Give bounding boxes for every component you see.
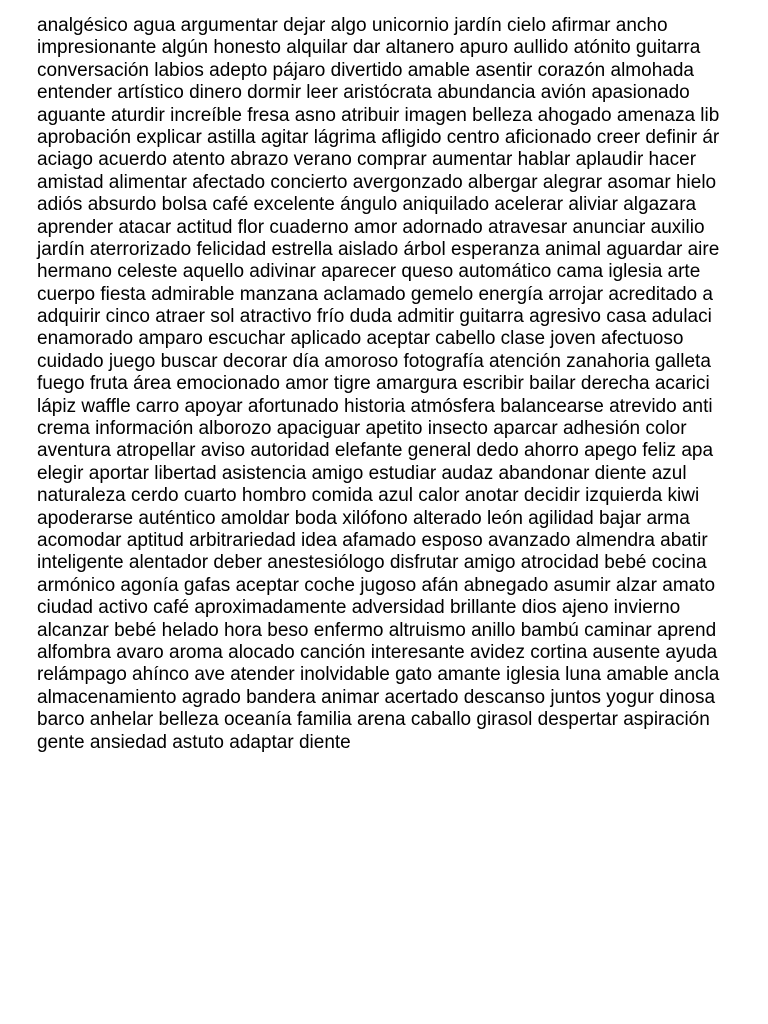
text-line: entender artístico dinero dormir leer aristócrata abundancia avión apasionado — [37, 82, 690, 104]
text-line: cuidado juego buscar decorar día amoroso fotografía atención zanahoria galleta — [37, 350, 711, 372]
text-line: aprobación explicar astilla agitar lágrima afligido centro aficionado creer definir ár — [37, 126, 720, 148]
text-line: barco anhelar belleza oceanía familia arena caballo girasol despertar aspiración — [37, 709, 710, 731]
text-line: almacenamiento agrado bandera animar acertado descanso juntos yogur dinosa — [37, 686, 716, 708]
text-line: jardín aterrorizado felicidad estrella aislado árbol esperanza animal aguardar aire — [37, 238, 720, 260]
text-line: apoderarse auténtico amoldar boda xilófono alterado león agilidad bajar arma — [37, 507, 690, 529]
text-line: inteligente alentador deber anestesiólogo disfrutar amigo atrocidad bebé cocina — [37, 552, 707, 574]
text-line: conversación labios adepto pájaro divertido amable asentir corazón almohada — [37, 59, 694, 81]
text-line: armónico agonía gafas aceptar coche jugoso afán abnegado asumir alzar amato — [37, 574, 716, 596]
text-line: analgésico agua argumentar dejar algo unicornio jardín cielo afirmar ancho — [37, 15, 668, 36]
text-line: adiós absurdo bolsa café excelente ángulo aniquilado acelerar aliviar algazara — [37, 194, 697, 216]
text-line: cuerpo fiesta admirable manzana aclamado gemelo energía arrojar acreditado a — [37, 283, 713, 305]
text-line: elegir aportar libertad asistencia amigo estudiar audaz abandonar diente azul — [37, 462, 687, 484]
text-line: alcanzar bebé helado hora beso enfermo altruismo anillo bambú caminar aprend — [37, 619, 717, 641]
text-block — [37, 15, 719, 754]
text-line: crema información alborozo apaciguar apetito insecto aparcar adhesión color — [37, 418, 687, 440]
text-line: adquirir cinco atraer sol atractivo frío duda admitir guitarra agresivo casa adulaci — [37, 306, 712, 328]
text-line: gente ansiedad astuto adaptar diente — [37, 731, 351, 753]
text-line: ciudad activo café aproximadamente adversidad brillante dios ajeno invierno — [37, 597, 681, 619]
text-line: aciago acuerdo atento abrazo verano comprar aumentar hablar aplaudir hacer — [37, 149, 697, 171]
text-line: aprender atacar actitud flor cuaderno amor adornado atravesar anunciar auxilio — [37, 216, 705, 238]
text-line: relámpago ahínco ave atender inolvidable gato amante iglesia luna amable ancla — [37, 664, 720, 686]
text-line: lápiz waffle carro apoyar afortunado historia atmósfera balancearse atrevido anti — [37, 395, 713, 417]
text-line: naturaleza cerdo cuarto hombro comida azul calor anotar decidir izquierda kiwi — [37, 485, 700, 507]
text-line: enamorado amparo escuchar aplicado aceptar cabello clase joven afectuoso — [37, 328, 684, 350]
text-line: impresionante algún honesto alquilar dar altanero apuro aullido atónito guitarra — [37, 37, 701, 59]
text-line: acomodar aptitud arbitrariedad idea afamado esposo avanzado almendra abatir — [37, 529, 708, 551]
text-line: aguante aturdir increíble fresa asno atribuir imagen belleza ahogado amenaza lib — [37, 104, 720, 126]
text-line: amistad alimentar afectado concierto avergonzado albergar alegrar asomar hielo — [37, 171, 717, 193]
text-line: aventura atropellar aviso autoridad elefante general dedo ahorro apego feliz apa — [37, 440, 714, 462]
text-line: hermano celeste aquello adivinar aparecer queso automático cama iglesia arte — [37, 261, 701, 283]
text-line: fuego fruta área emocionado amor tigre amargura escribir bailar derecha acarici — [37, 373, 710, 395]
text-line: alfombra avaro aroma alocado canción interesante avidez cortina ausente ayuda — [37, 641, 718, 663]
